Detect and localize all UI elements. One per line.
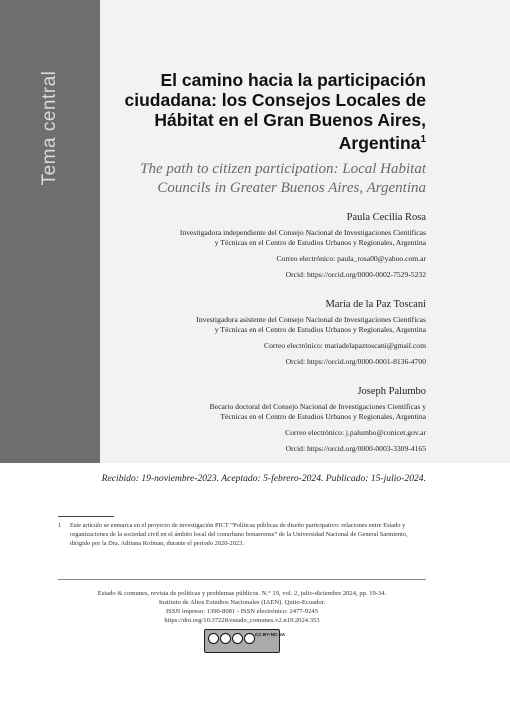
author-orcid[interactable]: Orcid: https://orcid.org/0000-0002-7529-5232: [285, 270, 426, 279]
author-affiliation: Becario doctoral del Consejo Nacional de Investigaciones Científicas y Técnicas en el Centro de Estudios Urbanos y Regionales, Argentina: [209, 402, 426, 421]
author-block: [106, 212, 426, 279]
footnote-number: 1: [58, 522, 62, 529]
by-icon: [220, 633, 231, 644]
author-orcid[interactable]: Orcid: https://orcid.org/0000-0001-8136-4700: [285, 357, 426, 366]
author-block: [106, 386, 426, 453]
article-header: [100, 0, 510, 463]
article-title-spanish: El camino hacia la participación ciudadana: los Consejos Locales de Hábitat en el Gran Buenos Aires, Argentina$^1$: [124, 70, 426, 153]
author-email[interactable]: Correo electrónico: j.palumbo@conicet.gov.ar: [285, 428, 426, 437]
title-footnote-mark[interactable]: 1: [420, 134, 426, 145]
sidebar-panel: [0, 0, 100, 463]
author-affiliation: Investigadora asistente del Consejo Nacional de Investigaciones Científicas y Técnicas en el Centro de Estudios Urbanos y Regionales, Argentina: [196, 315, 426, 334]
cc-license-badge[interactable]: [204, 629, 286, 653]
sa-icon: [244, 633, 255, 644]
journal-issn: ISSN impreso: 1390-8081 - ISSN electrónico: 2477-9245: [165, 608, 318, 615]
journal-divider: [58, 579, 426, 580]
author-name: Joseph Palumbo: [357, 386, 426, 397]
cc-icon: [208, 633, 219, 644]
nc-icon: [232, 633, 243, 644]
license-label: CC BY-NC-SA: [255, 632, 286, 637]
journal-citation: Estado & comunes, revista de políticas y problemas públicos. N.° 19, vol. 2, julio-diciembre 2024, pp. 19-34.: [97, 590, 387, 597]
journal-doi[interactable]: https://doi.org/10.37228/estado_comunes.v2.n19.2024.353: [164, 617, 320, 624]
journal-info: [58, 589, 426, 625]
footnote-divider: [58, 516, 114, 517]
author-orcid[interactable]: Orcid: https://orcid.org/0000-0003-3309-4165: [285, 444, 426, 453]
author-block: [106, 299, 426, 366]
author-email[interactable]: Correo electrónico: mariadelapaztoscani@gmail.com: [264, 341, 426, 350]
author-name: María de la Paz Toscani: [325, 299, 426, 310]
article-title-english: The path to citizen participation: Local Habitat Councils in Greater Buenos Aires, Argentina: [140, 161, 426, 196]
author-name: Paula Cecilia Rosa: [346, 212, 426, 223]
journal-institution: Instituto de Altos Estudios Nacionales (IAEN). Quito-Ecuador.: [158, 599, 326, 606]
author-affiliation: Investigadora independiente del Consejo Nacional de Investigaciones Científicas y Técnicas en el Centro de Estudios Urbanos y Regionales, Argentina: [179, 228, 426, 247]
publication-dates: Recibido: 19-noviembre-2023. Aceptado: 5-febrero-2024. Publicado: 15-julio-2024.: [101, 473, 426, 484]
footnote-text: Este artículo se enmarca en el proyecto de investigación PICT “Políticas públicas de diseño participativo: relaciones entre Estado y organizaciones de la sociedad civil en el ámbito local del conurbano bonaerense” de la Universidad Nacional de General Sarmiento, dirigido por la Dra. Adriana Rofman, durante el período 2020-2023.: [70, 522, 408, 547]
section-label: Tema central: [39, 70, 60, 186]
author-email[interactable]: Correo electrónico: paula_rosa00@yahoo.com.ar: [276, 254, 426, 263]
